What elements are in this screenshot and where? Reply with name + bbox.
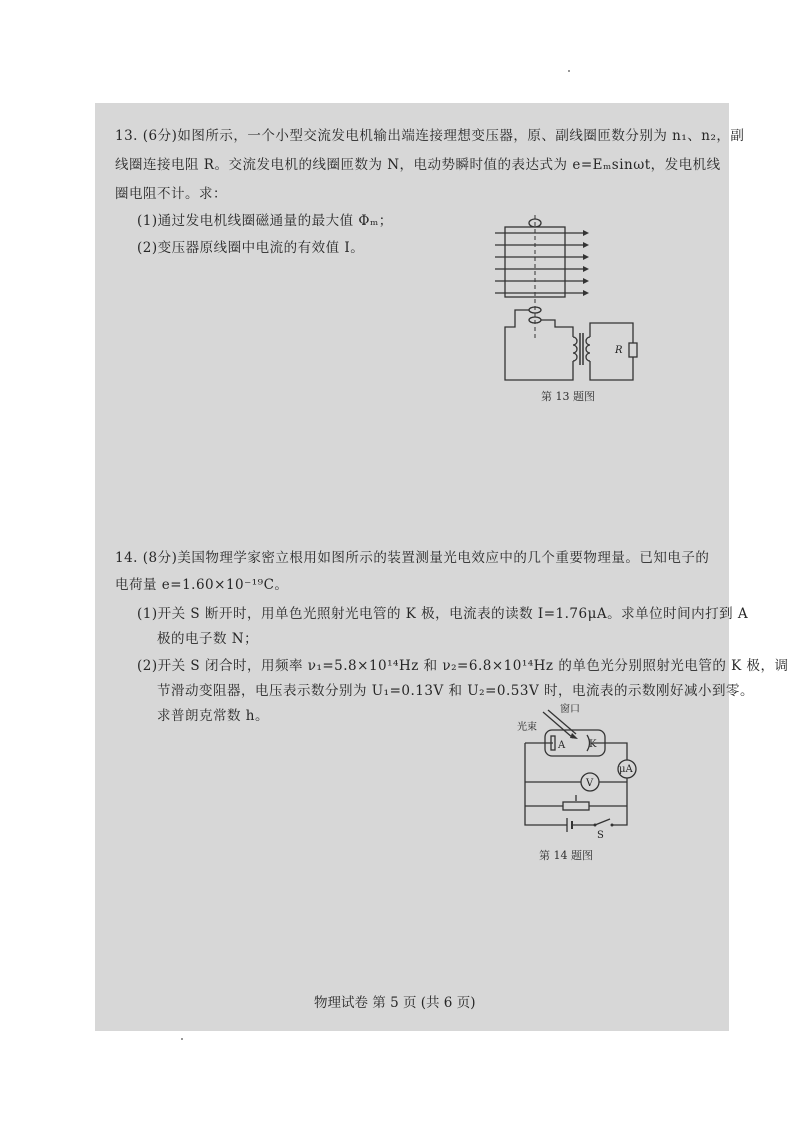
- wire-left: [525, 743, 567, 825]
- scanned-page: [95, 103, 789, 1031]
- q14-figure: [515, 700, 645, 840]
- switch-contact: [611, 824, 614, 827]
- primary-circuit: [505, 310, 577, 380]
- beam-label: 光束: [517, 722, 537, 733]
- q13-sub2: (2)变压器原线圈中电流的有效值 I。: [137, 240, 365, 256]
- ammeter-label: μA: [619, 764, 633, 775]
- switch-label: S: [597, 830, 604, 841]
- q13-figure-caption: 第 13 题图: [541, 390, 595, 403]
- q14-sub1-line1: (1)开关 S 断开时，用单色光照射光电管的 K 极，电流表的读数 I=1.76μA。求单位时间内打到 A: [137, 606, 749, 622]
- q14-sub2-line3: 求普朗克常数 h。: [157, 708, 269, 724]
- q14-line2: 电荷量 e=1.60×10⁻¹⁹C。: [115, 577, 289, 593]
- q13-figure: [495, 215, 655, 395]
- photoelectric-circuit-diagram: [515, 700, 645, 840]
- scan-speck: [181, 1038, 183, 1040]
- scan-speck: [568, 70, 570, 72]
- magnetic-field-lines: [495, 230, 589, 296]
- q14-sub1-line2: 极的电子数 N；: [157, 631, 259, 647]
- q13-line2: 线圈连接电阻 R。交流发电机的线圈匝数为 N，电动势瞬时值的表达式为 e=Eₘsinωt，发电机线: [115, 157, 721, 173]
- wire-right: [613, 778, 627, 825]
- anode-label: A: [558, 740, 566, 751]
- sliding-rheostat: [563, 802, 589, 810]
- q13-sub1: (1)通过发电机线圈磁通量的最大值 Φₘ；: [137, 213, 393, 229]
- secondary-circuit: [586, 323, 637, 380]
- voltmeter-label: V: [586, 778, 594, 789]
- q14-figure-caption: 第 14 题图: [539, 849, 593, 862]
- q13-line1: 13. (6分)如图所示，一个小型交流发电机输出端连接理想变压器，原、副线圈匝数分别为 n₁、n₂，副: [115, 128, 745, 144]
- page-footer: 物理试卷 第 5 页 (共 6 页): [314, 995, 476, 1011]
- q14-line1: 14. (8分)美国物理学家密立根用如图所示的装置测量光电效应中的几个重要物理量。已知电子的: [115, 550, 710, 566]
- generator-transformer-diagram: [495, 215, 655, 395]
- resistor-label: R: [615, 345, 623, 356]
- q14-sub2-line2: 节滑动变阻器，电压表示数分别为 U₁=0.13V 和 U₂=0.53V 时，电流表的示数刚好减小到零。: [157, 683, 754, 699]
- wire-right-top: [593, 743, 627, 760]
- q13-line3: 圈电阻不计。求：: [115, 186, 227, 202]
- switch-s: [595, 819, 610, 825]
- resistor: [629, 343, 637, 357]
- window-label: 窗口: [560, 704, 580, 715]
- q14-sub2-line1: (2)开关 S 闭合时，用频率 ν₁=5.8×10¹⁴Hz 和 ν₂=6.8×10¹⁴Hz 的单色光分别照射光电管的 K 极，调: [137, 658, 789, 674]
- cathode-label: K: [589, 739, 597, 750]
